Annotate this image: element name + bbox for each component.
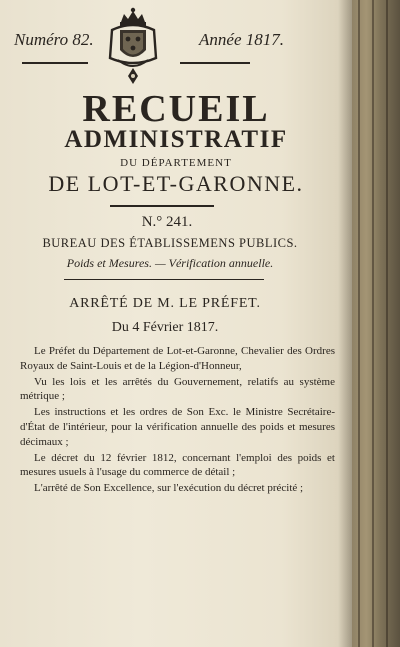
publication-subtitle: ADMINISTRATIF [64,126,288,153]
issue-year: Année 1817. [199,30,284,49]
arrete-heading: ARRÊTÉ DE M. LE PRÉFET. [69,296,261,311]
publication-du: DU DÉPARTEMENT [120,157,232,169]
book-spine [352,0,400,647]
arrete-date: Du 4 Février 1817. [111,320,219,335]
body-paragraph: Le décret du 12 février 1812, concernant l'emploi des poids et mesures usuels à l'usage du commerce de détail ; [20,451,335,479]
subject-divider [64,279,264,280]
royal-crest-icon [104,6,162,86]
body-paragraph: L'arrêté de Son Excellence, sur l'exécution du décret précité ; [34,482,304,495]
bureau-heading: BUREAU DES ÉTABLISSEMENS PUBLICS. [42,236,298,250]
header-rule-left [22,62,88,64]
publication-title: RECUEIL [82,88,270,130]
arrete-body [20,344,335,497]
body-paragraph: Les instructions et les ordres de Son Exc. le Ministre Secrétaire-d'État de l'intérieur, pour la vérification annuelle des poids et mesures décimaux ; [20,406,335,448]
act-number: N.° 241. [141,214,193,230]
spine-line [372,0,374,647]
spine-line [386,0,388,647]
page-edge-shadow [338,0,352,647]
act-subject: Poids et Mesures. — Vérification annuelle. [66,256,274,270]
header-rule-right [180,62,250,64]
department-name: DE LOT-ET-GARONNE. [48,171,304,196]
spine-line [358,0,360,647]
body-paragraph: Vu les lois et les arrêtés du Gouvernement, relatifs au système métrique ; [20,375,335,403]
issue-number: Numéro 82. [14,30,94,49]
title-divider [110,205,214,207]
body-paragraph: Le Préfet du Département de Lot-et-Garonne, Chevalier des Ordres Royaux de Saint-Louis et de la Légion-d'Honneur, [20,345,335,372]
